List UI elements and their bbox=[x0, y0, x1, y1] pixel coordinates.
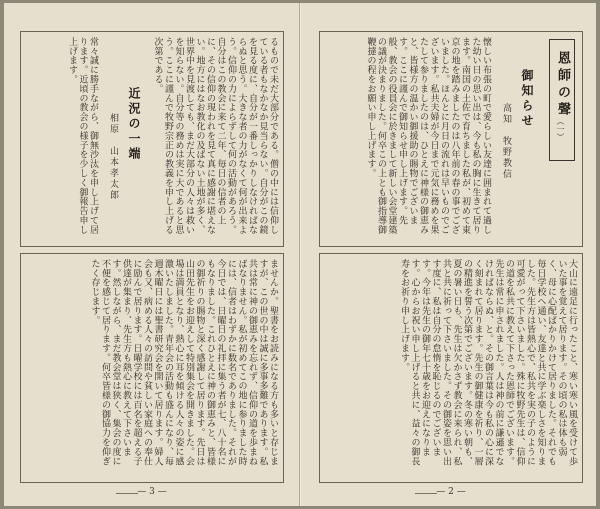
right-lower-text: 大山に遠足に行ったこと、寒い寒い風を受けて歩いた事を覚えて居ります。その頃の私は体も弱く、母に心配ばかりかけて居りました。それでも毎日学校へ通い、友達と共に学ぶ楽しさを知りました。先生方は皆熱心で、私共を実の子のように可愛がって下さいました。殊に牧野先生は、信仰の道を私共に教えて下さった恩師でございます。先生は常に申されました。人は神の前に謙遜でなければならぬ、と。その御言葉は今も私の心に深く刻まれて居ります。先生の御健康を祈り、一層の精進を誓う次第でございます。冬の寒い朝も、夏の暑い日も、先生は欠かさず教会に来られ、私共と共に祈って下さいました。その御姿を思い出す度に、私は自分の怠惰を恥じるのでございます。今年は先生の御年七十歳をお迎えになります。心からお祝い申し上げると共に、益々の御長寿をお祈り申し上げます。 bbox=[399, 259, 577, 466]
right-author: 高知 牧野教信 bbox=[501, 103, 511, 180]
right-article-title: 御知らせ bbox=[520, 69, 534, 129]
left-page bbox=[4, 3, 300, 506]
left-page-number: — 3 — bbox=[137, 487, 167, 497]
left-upper-text: るもので未だ大部分である。僧の中には信仰している者もなかなか見当らない。自分がこの鏡を見る度に、自分が一番しっかりしなければならぬと思う。大きな者の力がなくて何が出来よう。信仰の力によらずして何の活動があろう。自分はこの教会に来て二年、毎日の信者の上に、その信仰の現われを見て真に感謝に堪えない。地方にはなお教化の及ばない土地が多く、世界中を見渡しても、まだ大部分の人々は救いを知らない。自分等の務めは実に大であると思う。ここに謹んで牧野宗正の教義を申し上げる次第である。 bbox=[152, 37, 278, 235]
column-number: （一） bbox=[556, 117, 565, 141]
left-lower-text: ませんか。聖書をお読みになる方も多いと存じますが、この世の中は誠に多事多難であります。私共は常に神の御恵みを忘れず、信仰の道を歩まねばなりません。私が初めてこの地に参りました時には、信者はわずかに数名でありました。それが今日では、日曜日の礼拝に集う者が七、八十名にもなりました。これひとえに神の御恵みと、皆様の御祈りの賜物と深く感謝して居ります。先日は山田先生をお迎えして特別集会を開きました。会場は満員となり、熱心に耳を傾ける人々の姿に感激いたしました。青年会の活動も盛んになり、毎週木曜日には聖書研究会を開いて居ります。婦人会も又、病める人々の訪問や貧しい家庭への奉仕に励んで居ります。日曜学校には百名を超える子供達が集まり、先生方も熱心に教えて下さいます。然しながら、まだ教会堂は狭く、集会の度に不便を感じて居ります。何卒皆様の御協力を仰ぎたく存じます。 bbox=[89, 259, 278, 466]
right-upper-text: 懐しい布張の町で愛らしい友達に囲まれて過した幼い日の思い出は、今も私の胸に生きて居ります。南国の土佐で育ちました私が、初めて東京の地を踏みましたのは八年前の春の事でございました。ほんとに月日の流れは早いものでございます。私共夫婦が今日まで元気に務めを果たして参りましたのは、ひとえに神様の御恵みと、皆様方の温かい御援助の賜物でございます。ここに謹んで御知らせ申し上げます。先般、教会の役員会に於きまして新しい会堂建築の議が決まりました。何卒この上とも御指導御鞭撻の程をお願い申し上げます。 bbox=[365, 37, 491, 235]
left-author: 相原 山本孝太郎 bbox=[108, 113, 118, 201]
column-title: 恩師の聲 bbox=[555, 51, 570, 119]
book-spread bbox=[4, 3, 596, 506]
left-article-text: 常々誠に勝手ながら、御無沙汰を申し上げて居ります。近頃の教会の様子を少しく御報告申し上げます。 bbox=[67, 37, 98, 235]
right-page-number: — 2 — bbox=[436, 487, 466, 497]
left-article-title: 近況の一端 bbox=[127, 87, 141, 162]
right-page bbox=[300, 3, 596, 506]
